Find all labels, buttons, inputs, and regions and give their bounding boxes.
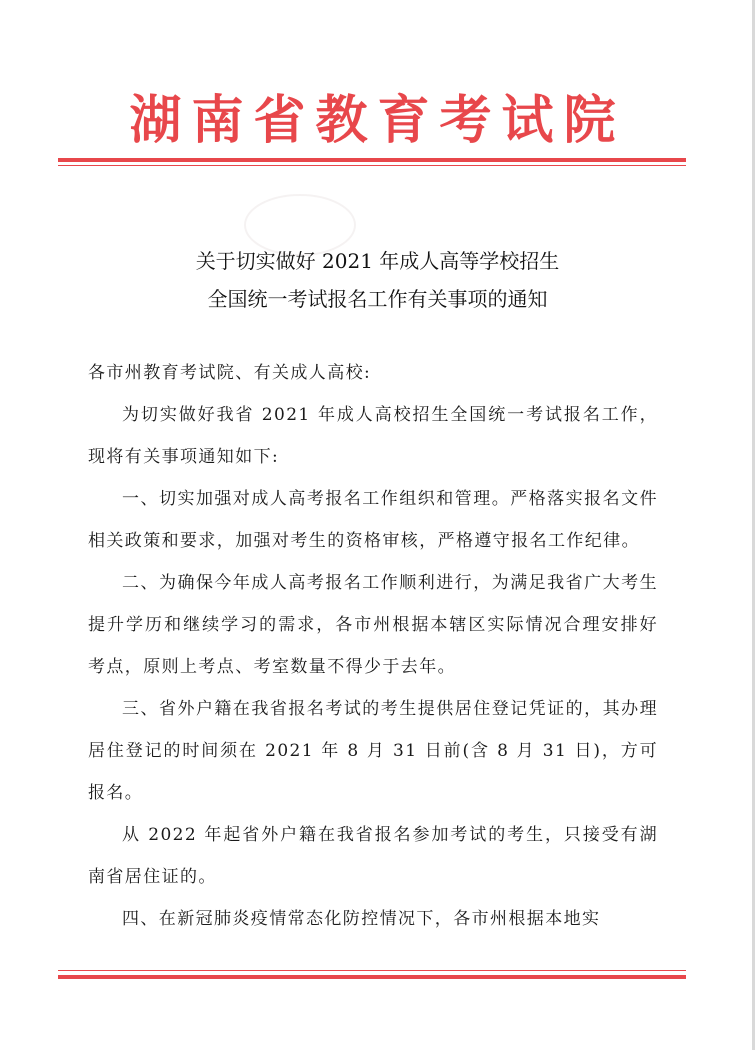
letterhead-rule-thin	[58, 165, 686, 166]
letterhead-org-name: 湖南省教育考试院	[129, 90, 626, 151]
notice-title	[0, 242, 755, 318]
paragraph-intro: 为切实做好我省 2021 年成人高校招生全国统一考试报名工作，现将有关事项通知如下:	[88, 405, 658, 467]
notice-title-line-1: 关于切实做好 2021 年成人高等学校招生	[195, 249, 560, 273]
salutation: 各市州教育考试院、有关成人高校:	[88, 363, 372, 383]
footer-rule-thin	[58, 970, 686, 971]
notice-title-line-2: 全国统一考试报名工作有关事项的通知	[207, 287, 548, 311]
paragraph-item-3: 三、省外户籍在我省报名考试的考生提供居住登记凭证的，其办理居住登记的时间须在 2021 年 8 月 31 日前(含 8 月 31 日)，方可报名。	[88, 699, 658, 803]
paragraph-item-4: 四、在新冠肺炎疫情常态化防控情况下，各市州根据本地实	[122, 909, 601, 929]
letterhead-rule-thick	[58, 158, 686, 162]
notice-body	[88, 352, 658, 940]
footer-rule-thick	[58, 975, 686, 979]
paragraph-item-3-note: 从 2022 年起省外户籍在我省报名参加考试的考生，只接受有湖南省居住证的。	[88, 825, 658, 887]
paragraph-item-1: 一、切实加强对成人高考报名工作组织和管理。严格落实报名文件相关政策和要求，加强对考生的资格审核，严格遵守报名工作纪律。	[88, 489, 658, 551]
paragraph-item-2: 二、为确保今年成人高考报名工作顺利进行，为满足我省广大考生提升学历和继续学习的需求，各市州根据本辖区实际情况合理安排好考点，原则上考点、考室数量不得少于去年。	[88, 573, 658, 677]
